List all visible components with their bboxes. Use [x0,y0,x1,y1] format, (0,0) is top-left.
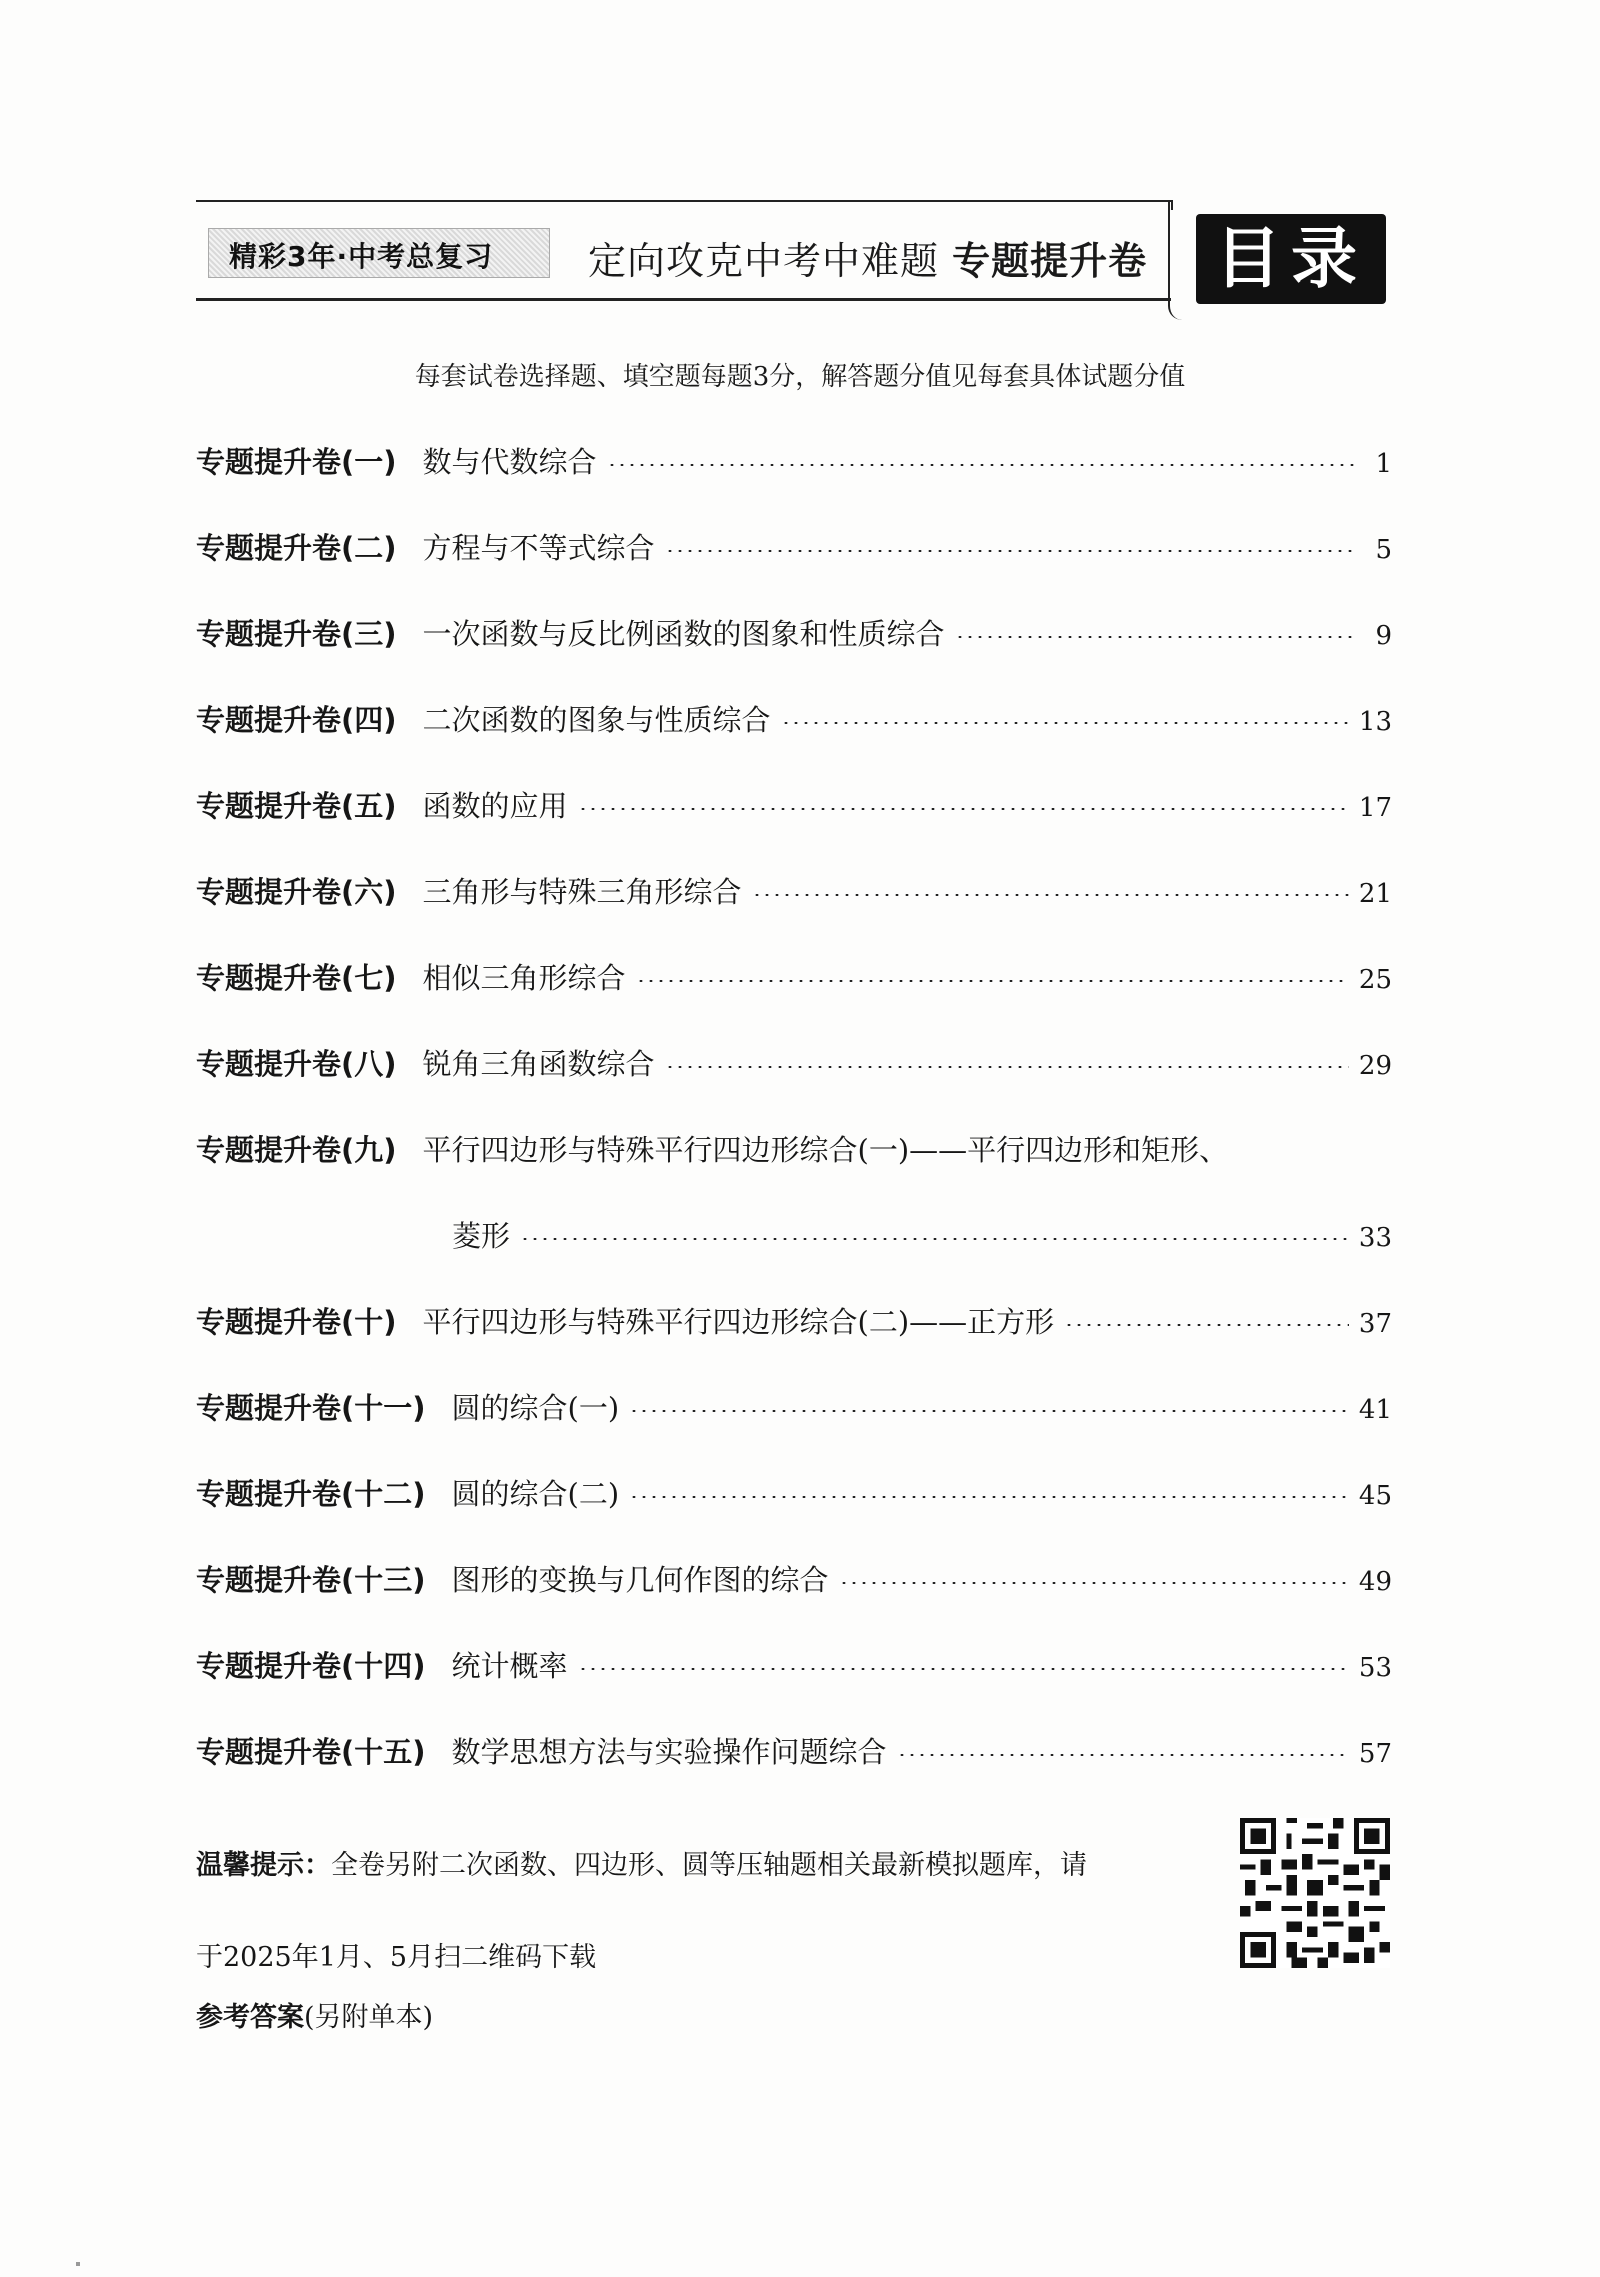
answer-key-note [196,1995,433,2034]
toc-entry[interactable] [196,1730,1392,1770]
toc-label: 专题提升卷(十二) [196,1477,426,1511]
toc-entry[interactable] [196,612,1392,652]
leader-dots [665,1066,1349,1068]
toc-label: 专题提升卷(二) [196,531,397,565]
toc-label: 专题提升卷(五) [196,789,397,823]
tip-note [196,1820,1216,2004]
toc-entry[interactable] [196,1644,1392,1684]
toc-label: 专题提升卷(十四) [196,1649,426,1683]
toc-label: 专题提升卷(九) [196,1133,397,1167]
toc-page: 21 [1358,879,1392,909]
brand-text: 精彩3年·中考总复习 [229,240,494,273]
leader-dots [665,550,1358,552]
leader-dots [752,894,1349,896]
toc-label: 专题提升卷(十三) [196,1563,426,1597]
leader-dots [1064,1324,1349,1326]
leader-dots [578,1668,1349,1670]
toc-entry[interactable] [196,526,1392,566]
toc-page: 49 [1358,1567,1392,1597]
toc-label: 专题提升卷(十一) [196,1391,426,1425]
toc-topic: 三角形与特殊三角形综合 [422,875,742,909]
toc-page: 9 [1375,621,1392,651]
tip-line-2: 于2025年1月、5月扫二维码下载 [196,1942,597,1973]
toc-page: 1 [1375,449,1392,479]
leader-dots [607,464,1358,466]
toc-topic: 图形的变换与几何作图的综合 [451,1563,829,1597]
page-title [588,230,1147,285]
toc-page: 37 [1358,1309,1392,1339]
subtitle: 每套试卷选择题、填空题每题3分，解答题分值见每套具体试题分值 [414,362,1186,392]
tip-text-1: 全卷另附二次函数、四边形、圆等压轴题相关最新模拟题库，请 [331,1850,1087,1881]
toc-topic: 方程与不等式综合 [422,531,655,565]
leader-dots [629,1496,1349,1498]
toc-label: 专题提升卷(十五) [196,1735,426,1769]
toc-topic: 数与代数综合 [422,445,597,479]
toc-label: 专题提升卷(一) [196,445,397,479]
toc-page: 33 [1358,1223,1392,1253]
leader-dots [629,1410,1349,1412]
leader-dots [781,722,1349,724]
toc-topic: 平行四边形与特殊平行四边形综合(一)——平行四边形和矩形、 [422,1133,1229,1167]
toc-topic-continued: 菱形 [452,1219,511,1253]
toc-page: 25 [1358,965,1392,995]
toc-entry[interactable] [196,1042,1392,1082]
header-rule-side [1168,200,1184,320]
header-rule-bottom [196,298,1171,301]
toc-label: 专题提升卷(八) [196,1047,397,1081]
contents-badge: 目录 [1196,214,1386,304]
toc-entry-continuation[interactable] [196,1214,1392,1254]
answer-paren: (另附单本) [304,2002,434,2033]
toc-entry[interactable] [196,784,1392,824]
toc-topic: 圆的综合(二) [451,1477,620,1511]
toc-topic: 平行四边形与特殊平行四边形综合(二)——正方形 [422,1305,1055,1339]
leader-dots [636,980,1349,982]
brand-box [208,228,550,278]
answer-label: 参考答案 [196,2002,304,2033]
title-emphasis: 专题提升卷 [952,238,1148,283]
toc-page: 41 [1358,1395,1392,1425]
leader-dots [578,808,1349,810]
toc-topic: 函数的应用 [422,789,568,823]
toc-page: 45 [1358,1481,1392,1511]
toc-label: 专题提升卷(七) [196,961,397,995]
qr-code-icon[interactable] [1240,1818,1390,1968]
toc-page: 29 [1358,1051,1392,1081]
toc-entry[interactable] [196,440,1392,480]
toc-entry[interactable] [196,698,1392,738]
toc-page: 17 [1358,793,1392,823]
toc-page: 13 [1358,707,1392,737]
toc-page: 57 [1358,1739,1392,1769]
header [196,200,1386,320]
toc-entry[interactable] [196,1300,1392,1340]
toc-topic: 圆的综合(一) [451,1391,620,1425]
toc-topic: 二次函数的图象与性质综合 [422,703,771,737]
header-rule-top [196,200,1173,210]
toc-topic: 一次函数与反比例函数的图象和性质综合 [422,617,945,651]
toc-page: 5 [1375,535,1392,565]
toc-entry[interactable] [196,1386,1392,1426]
title-prefix: 定向攻克中考中难题 [588,239,940,283]
toc-label: 专题提升卷(六) [196,875,397,909]
toc-entry[interactable] [196,1558,1392,1598]
leader-dots [520,1238,1349,1240]
toc-topic: 数学思想方法与实验操作问题综合 [451,1735,887,1769]
toc-topic: 锐角三角函数综合 [422,1047,655,1081]
toc-label: 专题提升卷(四) [196,703,397,737]
tip-label: 温馨提示： [196,1850,331,1881]
tip-line-1 [196,1820,1216,1912]
toc-label: 专题提升卷(十) [196,1305,397,1339]
toc-entry[interactable] [196,956,1392,996]
toc-entry[interactable] [196,870,1392,910]
toc-entry[interactable] [196,1472,1392,1512]
toc-label: 专题提升卷(三) [196,617,397,651]
scan-speck [76,2262,80,2266]
toc-entry[interactable] [196,1128,1392,1168]
leader-dots [955,636,1358,638]
toc-topic: 统计概率 [451,1649,568,1683]
toc-topic: 相似三角形综合 [422,961,626,995]
leader-dots [897,1754,1349,1756]
toc-page: 53 [1358,1653,1392,1683]
leader-dots [839,1582,1349,1584]
